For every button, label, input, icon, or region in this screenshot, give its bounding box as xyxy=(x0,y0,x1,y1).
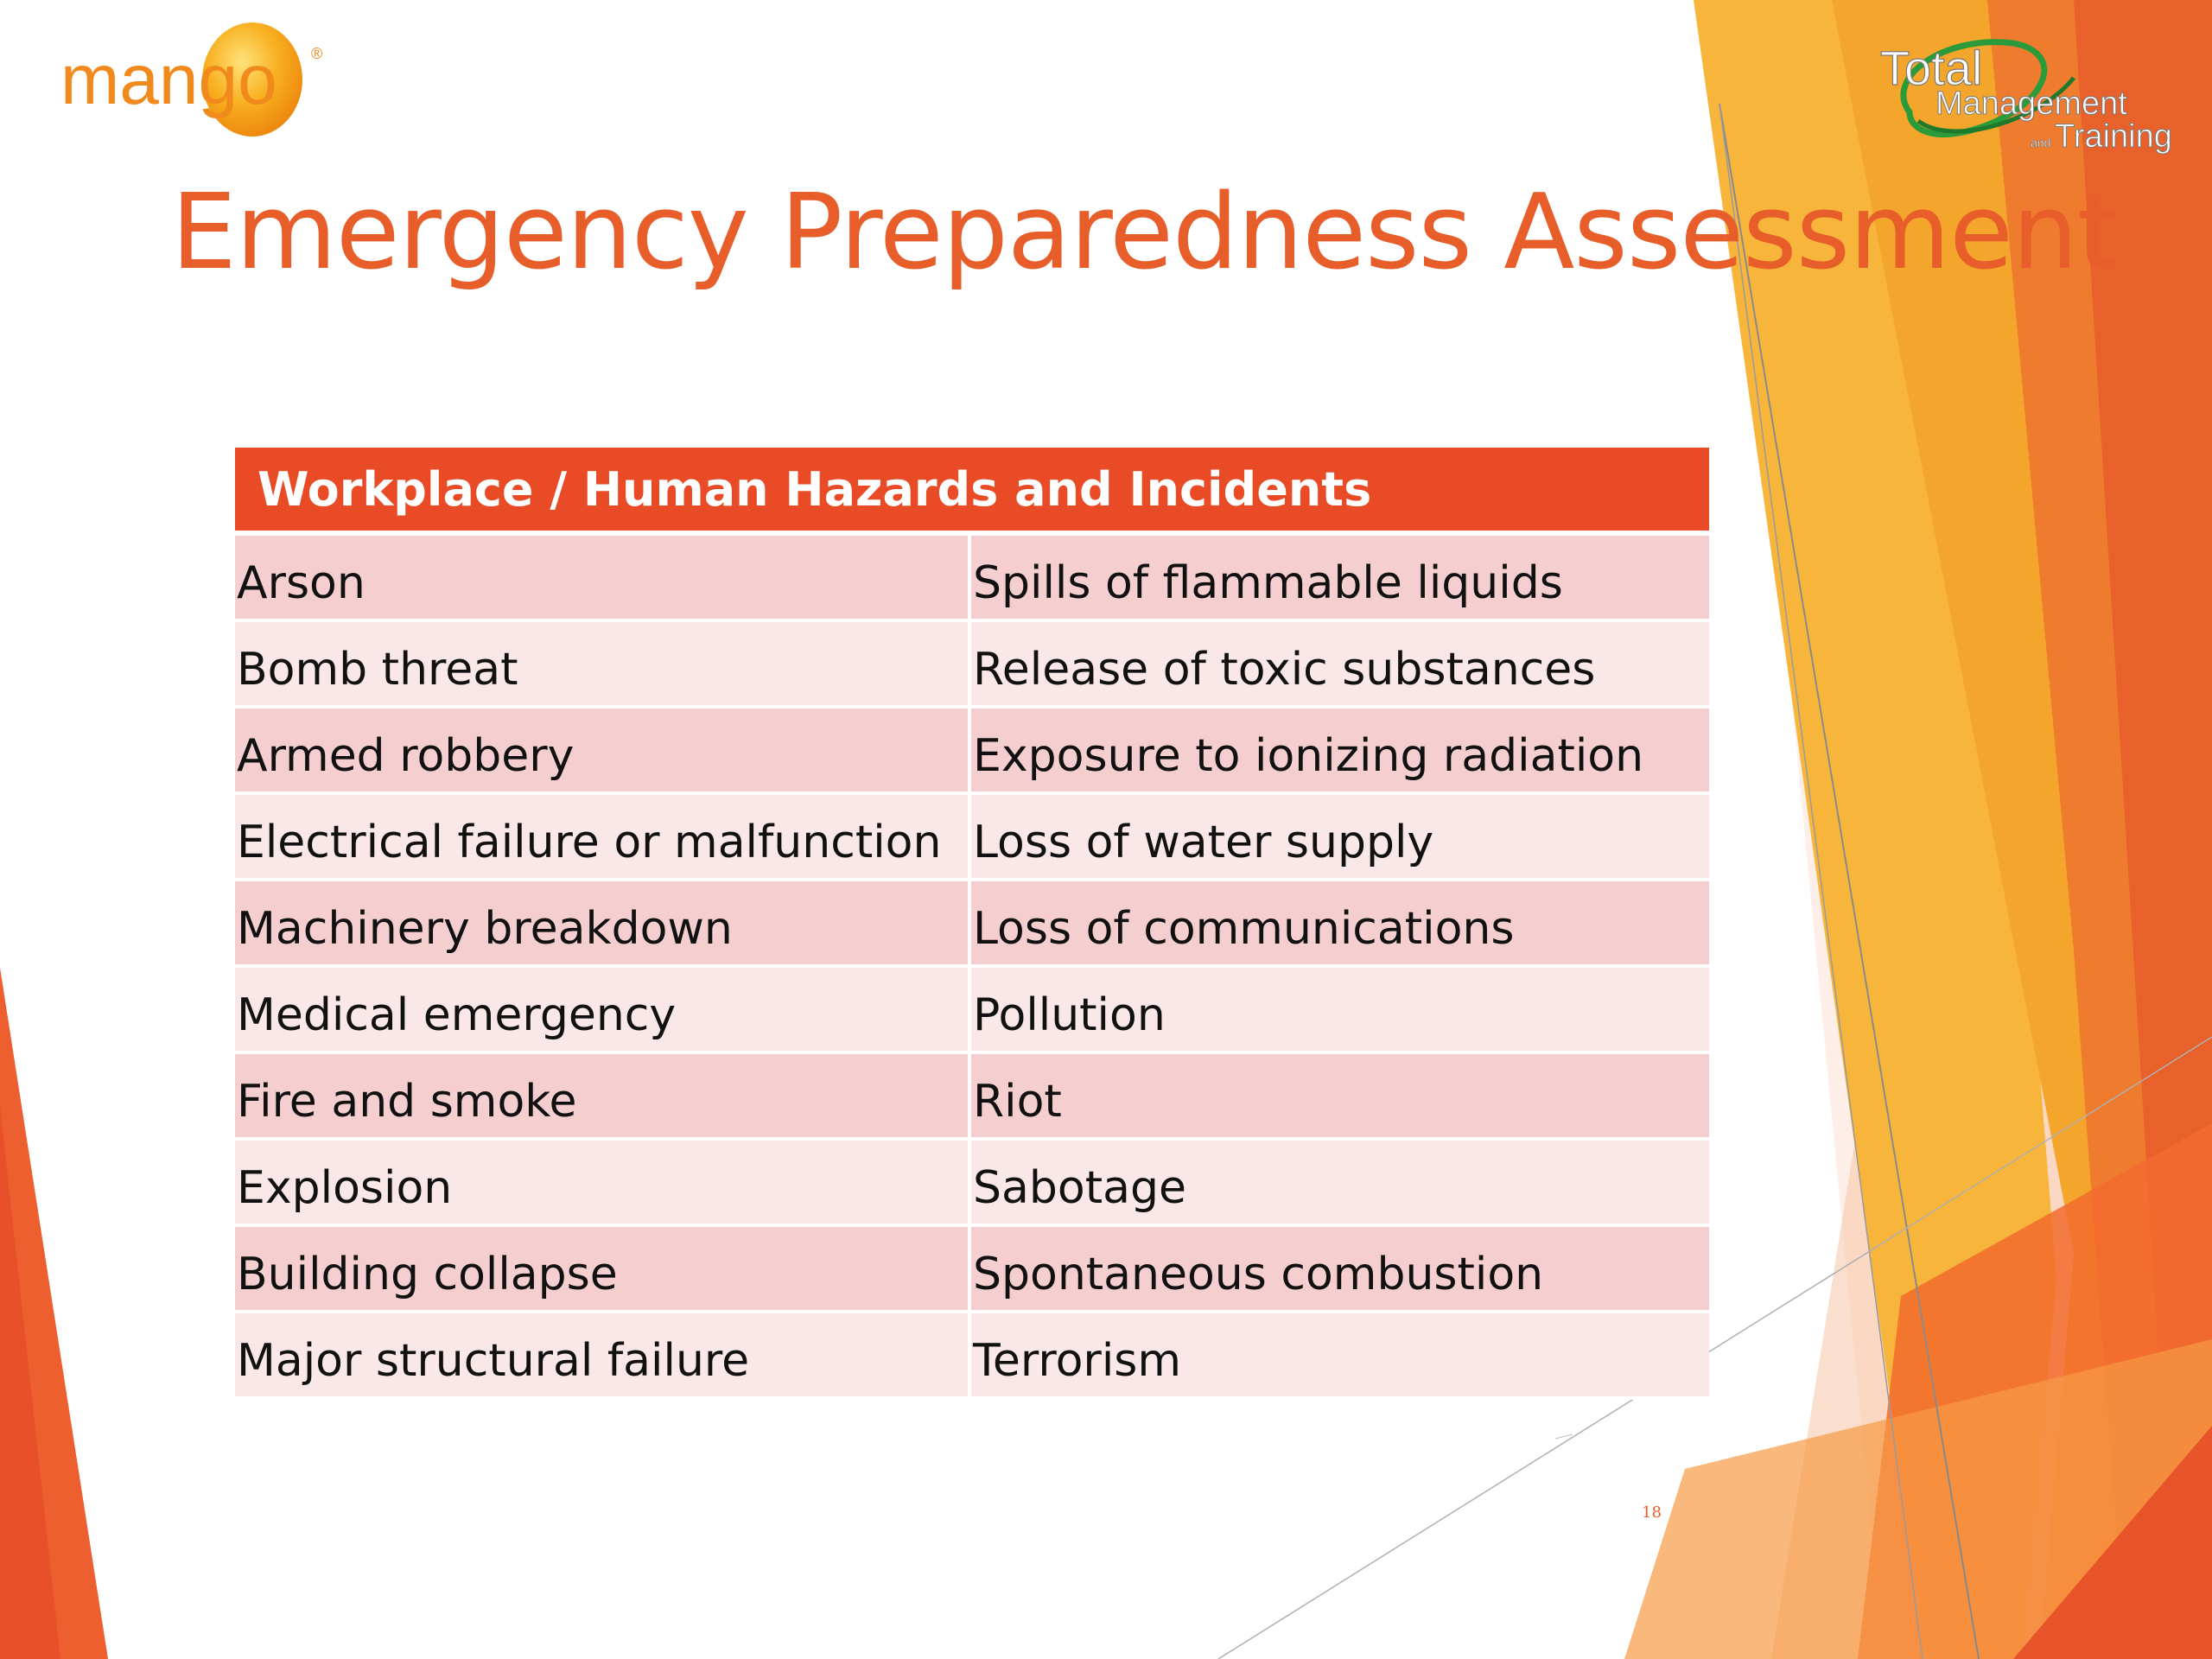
svg-text:Training: Training xyxy=(2055,118,2172,155)
svg-text:mango: mango xyxy=(60,41,277,119)
slide-title: Emergency Preparedness Assessment xyxy=(171,173,2118,293)
table-cell: Explosion xyxy=(235,1141,971,1227)
table-cell: Loss of water supply xyxy=(971,795,1709,881)
svg-text:and: and xyxy=(2031,136,2051,149)
table-row xyxy=(235,709,1709,795)
table-row xyxy=(235,1227,1709,1313)
table-cell: Armed robbery xyxy=(235,709,971,795)
mango-logo xyxy=(60,17,346,147)
table-cell: Pollution xyxy=(971,968,1709,1054)
table-cell: Spills of flammable liquids xyxy=(971,536,1709,622)
table-cell: Loss of communications xyxy=(971,881,1709,968)
table-cell: Fire and smoke xyxy=(235,1054,971,1141)
table-cell: Spontaneous combustion xyxy=(971,1227,1709,1313)
table-cell: Bomb threat xyxy=(235,622,971,709)
table-cell: Major structural failure xyxy=(235,1313,971,1400)
tmt-logo xyxy=(1866,26,2203,164)
table-row xyxy=(235,1141,1709,1227)
table-row xyxy=(235,536,1709,622)
table-row xyxy=(235,795,1709,881)
table-cell: Medical emergency xyxy=(235,968,971,1054)
table-header-row xyxy=(235,448,1709,536)
table-cell: Riot xyxy=(971,1054,1709,1141)
table-row xyxy=(235,968,1709,1054)
svg-text:Management: Management xyxy=(1936,86,2127,122)
table-cell: Arson xyxy=(235,536,971,622)
page-number: 18 xyxy=(1642,1503,1662,1522)
table-header: Workplace / Human Hazards and Incidents xyxy=(235,448,1709,536)
table-row xyxy=(235,622,1709,709)
hazards-table xyxy=(235,448,1709,1400)
table-cell: Exposure to ionizing radiation xyxy=(971,709,1709,795)
table-cell: Sabotage xyxy=(971,1141,1709,1227)
svg-text:®: ® xyxy=(311,45,323,62)
table-cell: Building collapse xyxy=(235,1227,971,1313)
table-cell: Machinery breakdown xyxy=(235,881,971,968)
table-row xyxy=(235,881,1709,968)
table-row xyxy=(235,1054,1709,1141)
table-row xyxy=(235,1313,1709,1400)
table-cell: Terrorism xyxy=(971,1313,1709,1400)
table-cell: Release of toxic substances xyxy=(971,622,1709,709)
svg-text:Total: Total xyxy=(1880,41,1983,95)
table-cell: Electrical failure or malfunction xyxy=(235,795,971,881)
